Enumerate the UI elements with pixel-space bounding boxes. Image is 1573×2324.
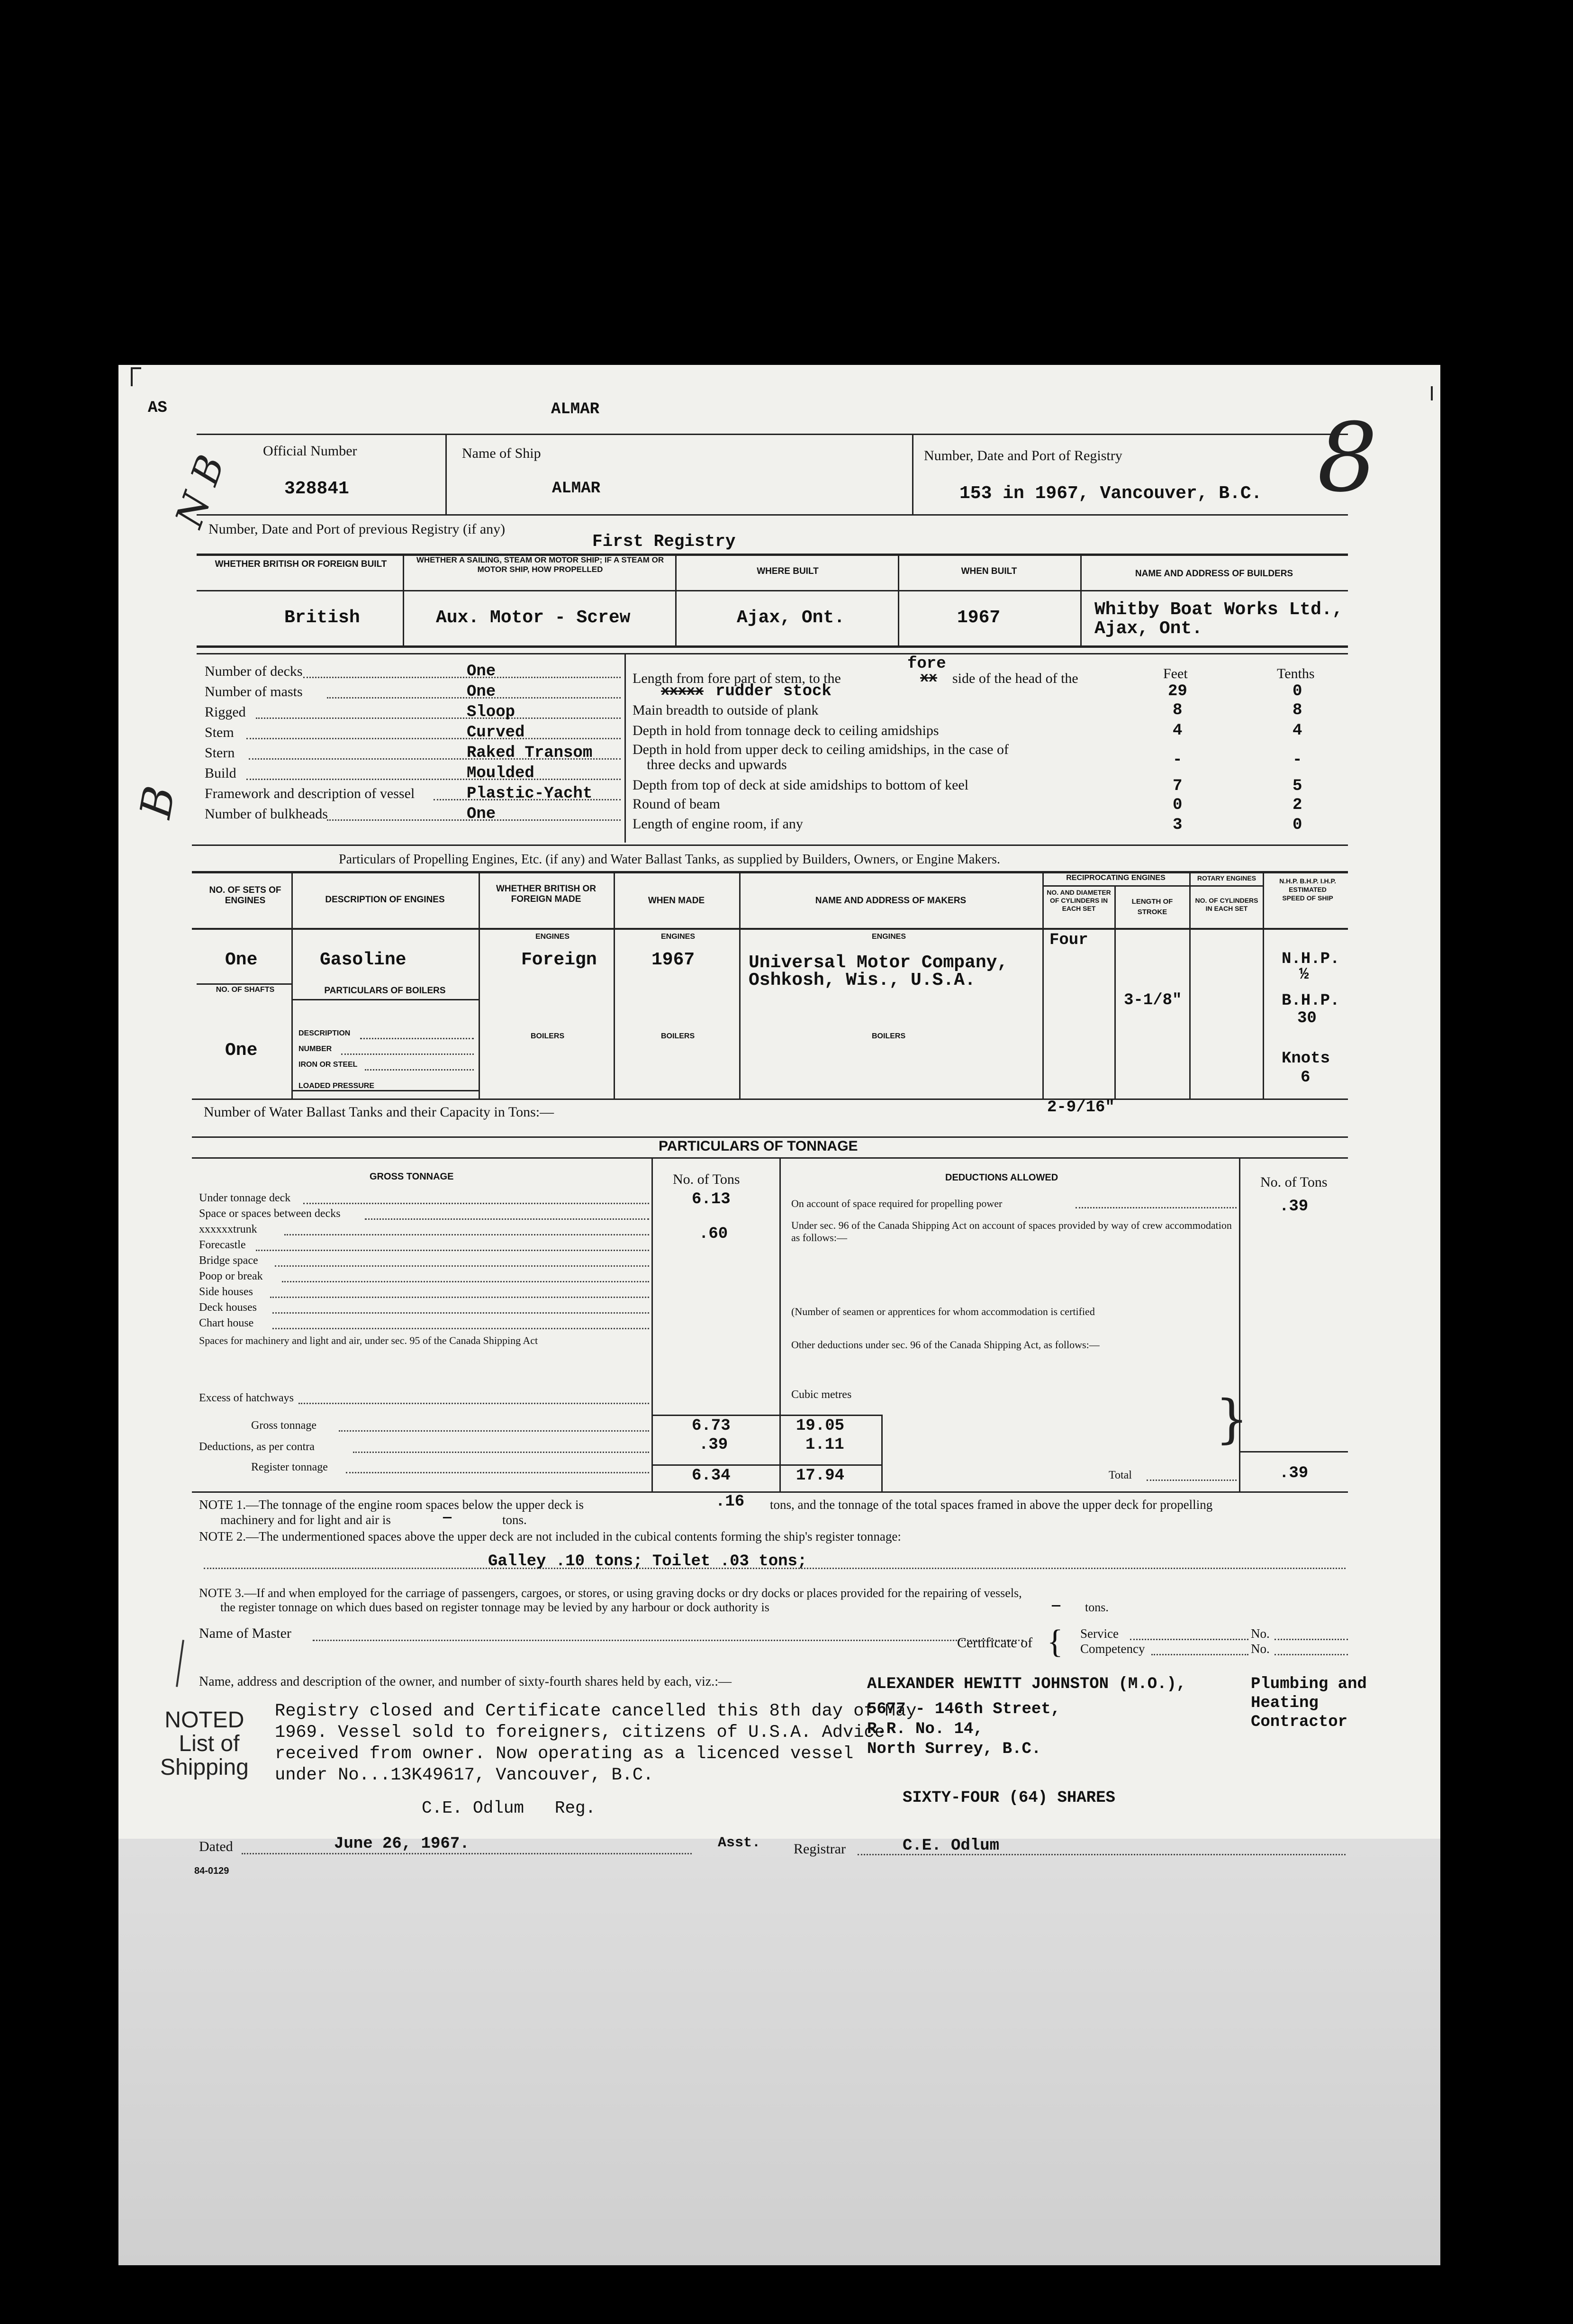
rule (445, 434, 447, 514)
asst-label: Asst. (718, 1835, 761, 1851)
deduction-seamen: (Number of seamen or apprentices for whom accommodation is certified (791, 1306, 1095, 1317)
leader (1130, 1639, 1248, 1640)
length-feet: 29 (1168, 682, 1187, 700)
closure-line1: Registry closed and Certificate cancelled this 8th day of May (275, 1701, 917, 1721)
maker-line1: Universal Motor Company, (749, 953, 1008, 973)
registry-label: Number, Date and Port of Registry (924, 448, 1122, 463)
rule (291, 999, 479, 1000)
leader (204, 1568, 1346, 1569)
rule (651, 1157, 653, 1491)
nhp-value: ½ (1299, 966, 1309, 984)
note1-b: tons, and the tonnage of the total spaces framed in above the upper deck for propelling (770, 1498, 1213, 1512)
header-builders: NAME AND ADDRESS OF BUILDERS (1135, 569, 1293, 579)
tonnage-row: Side houses (199, 1286, 253, 1298)
form-code: 84-0129 (194, 1866, 229, 1876)
decks-label: Number of decks (205, 663, 303, 679)
header-power: N.H.P. B.H.P. I.H.P. ESTIMATED SPEED OF SHIP (1279, 877, 1336, 902)
rule (197, 434, 1348, 435)
registrar-label: Registrar (794, 1841, 846, 1857)
leader (275, 1265, 649, 1267)
rule (192, 1157, 1348, 1159)
deductions-tons: .39 (699, 1436, 728, 1454)
deduction-crew: Under sec. 96 of the Canada Shipping Act on account of spaces provided by way of crew accommodation as follows:— (791, 1219, 1232, 1244)
tonnage-row: Forecastle (199, 1239, 246, 1251)
note2: NOTE 2.—The undermentioned spaces above the upper deck are not included in the cubical contents forming the ship's register tonnage: (199, 1529, 901, 1543)
sub-engines: ENGINES (661, 933, 696, 941)
decks-value: One (467, 663, 496, 681)
closure-line4: under No...13K49617, Vancouver, B.C. (275, 1765, 654, 1785)
rule (779, 1157, 781, 1491)
prev-registry-label: Number, Date and Port of previous Registry (if any) (208, 521, 506, 537)
rule (192, 1136, 1348, 1138)
rule (1263, 871, 1264, 1098)
header-when-made: WHEN MADE (648, 896, 705, 906)
header-description: DESCRIPTION OF ENGINES (325, 895, 445, 905)
rule (898, 554, 899, 645)
service-no: No. (1251, 1626, 1270, 1641)
built-british: British (284, 608, 360, 628)
gross-label: Gross tonnage (251, 1419, 316, 1432)
trunk-value: .60 (699, 1225, 728, 1243)
sub-boilers: BOILERS (872, 1032, 906, 1040)
owner-name: ALEXANDER HEWITT JOHNSTON (M.O.), (867, 1675, 1186, 1693)
stem-value: Curved (467, 724, 525, 742)
header-where: WHERE BUILT (757, 566, 819, 576)
header-boilers: PARTICULARS OF BOILERS (324, 986, 446, 996)
prev-registry-value: First Registry (592, 532, 736, 551)
certificate-label: Certificate of (957, 1635, 1033, 1651)
framework-label: Framework and description of vessel (205, 786, 415, 801)
closure-line3: received from owner. Now operating as a licenced vessel (275, 1744, 854, 1764)
propelled: Aux. Motor - Screw (436, 608, 631, 628)
service-label: Service (1080, 1626, 1119, 1641)
header-stroke: LENGTH OF STROKE (1131, 898, 1173, 916)
closure-line2: 1969. Vessel sold to foreigners, citizens of U.S.A. Advice (275, 1723, 885, 1743)
depth-keel-tenths: 5 (1293, 777, 1302, 795)
tonnage-title: PARTICULARS OF TONNAGE (659, 1138, 858, 1154)
rule (192, 1098, 1348, 1100)
rule (675, 554, 677, 645)
breadth-label: Main breadth to outside of plank (633, 702, 819, 718)
leader (282, 1281, 649, 1282)
header-british: WHETHER BRITISH OR FOREIGN BUILT (215, 559, 387, 569)
tonnage-row: Under tonnage deck (199, 1192, 291, 1204)
rule (1080, 554, 1082, 645)
date-value: June 26, 1967. (334, 1835, 470, 1853)
leader (1151, 1654, 1248, 1655)
register-tons: 6.34 (692, 1467, 731, 1485)
noted-stamp (160, 1708, 249, 1779)
cubic-label: Cubic metres (791, 1389, 852, 1401)
owner-occupation-1: Plumbing and (1251, 1675, 1367, 1693)
leader (360, 1038, 474, 1039)
leader (1275, 1654, 1348, 1655)
registry-value: 153 in 1967, Vancouver, B.C. (959, 483, 1262, 504)
built-where: Ajax, Ont. (737, 608, 845, 628)
total-label: Total (1109, 1469, 1132, 1481)
knots-label: Knots (1282, 1050, 1330, 1068)
fore-word: fore (907, 655, 946, 673)
built-when: 1967 (957, 608, 1001, 628)
stern-value: Raked Transom (467, 744, 593, 762)
breadth-feet: 8 (1173, 701, 1183, 719)
note1-value2: — (443, 1510, 452, 1526)
crop-mark (131, 367, 141, 369)
registrar-value: C.E. Odlum (903, 1837, 1000, 1855)
page-mark: 8 (1317, 403, 1378, 513)
bhp-label: B.H.P. (1282, 992, 1340, 1010)
leader (256, 1250, 649, 1251)
tons-header-2: No. of Tons (1260, 1174, 1328, 1190)
engine-room-label: Length of engine room, if any (633, 816, 803, 832)
owner-label: Name, address and description of the owner, and number of sixty-fourth shares held by each, viz.:— (199, 1674, 732, 1689)
cylinders-value: Four (1049, 931, 1088, 949)
rule (651, 1464, 881, 1466)
stamp-line3: Shipping (160, 1755, 249, 1780)
engine-sets: One (225, 950, 258, 970)
boiler-number: NUMBER (298, 1045, 332, 1053)
stem-label: Stem (205, 725, 234, 740)
depth-hold-tenths: 4 (1293, 722, 1302, 740)
note2-value: Galley .10 tons; Toilet .03 tons; (488, 1552, 807, 1571)
owner-occupation-2: Heating (1251, 1694, 1319, 1712)
tonnage-row: Poop or break (199, 1270, 263, 1282)
header-sailing: WHETHER A SAILING, STEAM OR MOTOR SHIP; IF A STEAM OR MOTOR SHIP, HOW PROPELLED (416, 555, 664, 574)
master-label: Name of Master (199, 1625, 291, 1641)
depth-upper-tenths: - (1293, 751, 1302, 769)
header-shafts: NO. OF SHAFTS (216, 986, 275, 994)
round-beam-feet: 0 (1173, 796, 1183, 814)
tonnage-row: Deck houses (199, 1301, 257, 1314)
leader (303, 677, 621, 678)
official-number-label: Official Number (263, 443, 357, 459)
note3-value: — (1052, 1598, 1061, 1614)
leader (270, 1297, 649, 1298)
rule (197, 554, 1348, 556)
note3-a: NOTE 3.—If and when employed for the carriage of passengers, cargoes, or stores, or using graving docks or dry docks or places provided for the repairing of vessels, (199, 1586, 1022, 1600)
crop-mark (1431, 386, 1433, 400)
dated-label: Dated (199, 1839, 233, 1854)
ballast-label: Number of Water Ballast Tanks and their Capacity in Tons:— (204, 1104, 554, 1120)
struck-word: xxxxx (661, 683, 704, 699)
knots-value: 6 (1301, 1069, 1311, 1087)
stroke-value: 3-1/8" (1124, 991, 1182, 1009)
leader (341, 1053, 474, 1055)
build-label: Build (205, 765, 236, 781)
deduction-power-value: .39 (1279, 1198, 1309, 1216)
brace-small: { (1047, 1624, 1063, 1660)
shafts-value: One (225, 1040, 258, 1061)
tonnage-row: Bridge space (199, 1254, 258, 1267)
official-number: 328841 (284, 479, 349, 499)
side-mark: B (130, 782, 185, 822)
leader (256, 717, 621, 719)
rule (739, 871, 741, 1098)
engine-made: Foreign (521, 950, 597, 970)
note3-c: tons. (1085, 1600, 1109, 1614)
owner-address-3: North Surrey, B.C. (867, 1740, 1041, 1758)
rule (197, 645, 1348, 648)
rule (1239, 1451, 1348, 1452)
rule (197, 590, 1348, 591)
builder-line2: Ajax, Ont. (1094, 618, 1203, 639)
deductions-header: DEDUCTIONS ALLOWED (945, 1172, 1058, 1183)
framework-value: Plastic-Yacht (467, 785, 593, 803)
rule (624, 653, 626, 843)
sub-engines: ENGINES (535, 933, 570, 941)
rule (403, 554, 404, 645)
scan-background (118, 1839, 1440, 2265)
tonnage-row: Excess of hatchways (199, 1392, 294, 1404)
leader (346, 1472, 649, 1473)
tonnage-row: Chart house (199, 1317, 254, 1329)
rule (1042, 885, 1263, 887)
header-sets: NO. OF SETS OF ENGINES (209, 885, 281, 906)
leader (365, 1218, 649, 1220)
leader (303, 1203, 649, 1204)
masts-value: One (467, 683, 496, 701)
ship-title: ALMAR (551, 400, 600, 418)
rule (651, 1415, 881, 1416)
gross-header: GROSS TONNAGE (370, 1171, 454, 1182)
builder-line1: Whitby Boat Works Ltd., (1094, 599, 1343, 620)
depth-upper-feet: - (1173, 751, 1183, 769)
note1-a: NOTE 1.—The tonnage of the engine room spaces below the upper deck is (199, 1498, 584, 1512)
bulkheads-value: One (467, 805, 496, 823)
owner-occupation-3: Contractor (1251, 1713, 1348, 1731)
nhp-label: N.H.P. (1282, 950, 1340, 968)
owner-address-1: 5677 - 146th Street, (867, 1700, 1061, 1718)
rule (197, 983, 291, 985)
tons-header: No. of Tons (673, 1171, 740, 1187)
leader (1076, 1207, 1237, 1208)
leader (298, 1403, 649, 1404)
margin-note: N B (167, 449, 234, 533)
rule (881, 1415, 883, 1491)
rule (291, 871, 293, 1098)
gross-tons: 6.73 (692, 1417, 731, 1435)
sub-boilers: BOILERS (661, 1032, 695, 1040)
length-tenths: 0 (1293, 682, 1302, 700)
leader (246, 738, 621, 739)
ship-name-label: Name of Ship (462, 445, 541, 461)
stamp-line1: NOTED (164, 1707, 244, 1733)
rule (192, 928, 1348, 930)
gross-cubic: 19.05 (796, 1417, 845, 1435)
leader (272, 1328, 649, 1329)
tonnage-row: Spaces for machinery and light and air, under sec. 95 of the Canada Shipping Act (199, 1334, 538, 1346)
depth-upper-label-2: three decks and upwards (647, 757, 787, 772)
breadth-tenths: 8 (1293, 701, 1302, 719)
rule (197, 514, 1348, 516)
deductions-label: Deductions, as per contra (199, 1441, 315, 1453)
engine-description: Gasoline (320, 950, 407, 970)
rule (197, 653, 1348, 654)
note1-d: tons. (502, 1513, 527, 1527)
rule (1114, 885, 1116, 1098)
leader (284, 1234, 649, 1235)
deductions-cubic: 1.11 (805, 1436, 844, 1454)
sub-engines: ENGINES (872, 933, 906, 941)
build-value: Moulded (467, 764, 534, 782)
register-label: Register tonnage (251, 1461, 328, 1473)
diameter-value: 2-9/16" (1047, 1098, 1115, 1117)
depth-keel-label: Depth from top of deck at side amidships to bottom of keel (633, 777, 969, 793)
competency-label: Competency (1080, 1642, 1145, 1656)
tonnage-row: Space or spaces between decks (199, 1207, 341, 1220)
rule (192, 1491, 1348, 1493)
engine-room-feet: 3 (1173, 816, 1183, 834)
rule (1189, 871, 1191, 1098)
rigged-label: Rigged (205, 704, 246, 720)
rule (614, 871, 615, 1098)
round-beam-label: Round of beam (633, 796, 720, 812)
leader (365, 1069, 474, 1071)
register-sheet (118, 365, 1440, 1839)
header-made: WHETHER BRITISH OR FOREIGN MADE (496, 884, 597, 904)
tonnage-row: xxxxxxtrunk (199, 1223, 257, 1235)
note1-value: .16 (715, 1493, 745, 1511)
depth-hold-feet: 4 (1173, 722, 1183, 740)
ship-name: ALMAR (552, 480, 601, 498)
header-reciprocating: RECIPROCATING ENGINES (1066, 874, 1166, 882)
header-rotary: ROTARY ENGINES (1197, 874, 1257, 882)
x-mark: xx (920, 670, 938, 686)
rule (912, 434, 913, 514)
round-beam-tenths: 2 (1293, 796, 1302, 814)
rule (479, 871, 480, 1098)
sub-boilers: BOILERS (531, 1032, 565, 1040)
engines-section-title: Particulars of Propelling Engines, Etc. (if any) and Water Ballast Tanks, as supplied by Builders, Owners, or Engine Makers. (339, 852, 1001, 867)
stern-label: Stern (205, 745, 235, 761)
leader (1275, 1639, 1348, 1640)
bhp-value: 30 (1297, 1009, 1317, 1027)
masts-label: Number of masts (205, 684, 303, 699)
bulkheads-label: Number of bulkheads (205, 806, 328, 822)
stamp-line2: List of (179, 1731, 240, 1756)
depth-hold-label: Depth in hold from tonnage deck to ceiling amidships (633, 723, 939, 738)
tenths-label: Tenths (1277, 666, 1315, 681)
leader (313, 1640, 1023, 1641)
boiler-pressure: LOADED PRESSURE (298, 1082, 375, 1090)
header-makers: NAME AND ADDRESS OF MAKERS (815, 896, 967, 906)
note3-b: the register tonnage on which dues based on register tonnage may be levied by any harbour or dock authority is (220, 1600, 769, 1614)
depth-upper-label: Depth in hold from upper deck to ceiling amidships, in the case of (633, 742, 1009, 757)
under-tonnage-value: 6.13 (692, 1190, 731, 1208)
boiler-description: DESCRIPTION (298, 1029, 351, 1037)
crop-mark (131, 367, 133, 386)
depth-keel-feet: 7 (1173, 777, 1183, 795)
owner-address-2: R.R. No. 14, (867, 1720, 983, 1738)
closure-signed: C.E. Odlum Reg. (422, 1798, 596, 1818)
feet-label: Feet (1163, 666, 1188, 681)
rigged-value: Sloop (467, 703, 515, 721)
owner-shares: SIXTY-FOUR (64) SHARES (903, 1789, 1115, 1807)
header-rotary-cylinders: NO. OF CYLINDERS IN EACH SET (1195, 897, 1258, 912)
note1-c: machinery and for light and air is (220, 1513, 391, 1527)
leader (339, 1430, 649, 1432)
length-label: Length from fore part of stem, to the (633, 671, 841, 686)
rule (192, 844, 1348, 846)
brace: } (1215, 1389, 1248, 1449)
boiler-material: IRON OR STEEL (298, 1061, 358, 1069)
rudder-stock: rudder stock (715, 682, 832, 700)
engine-room-tenths: 0 (1293, 816, 1302, 834)
length-label-2: side of the head of the (952, 671, 1078, 686)
header-when: WHEN BUILT (961, 566, 1017, 576)
register-cubic: 17.94 (796, 1467, 845, 1485)
leader (242, 1853, 692, 1854)
maker-line2: Oshkosh, Wis., U.S.A. (749, 970, 976, 990)
total-value: .39 (1279, 1464, 1309, 1482)
deduction-power: On account of space required for propelling power (791, 1198, 1003, 1209)
leader (246, 779, 621, 780)
corner-code: AS (148, 399, 167, 417)
competency-no: No. (1251, 1642, 1270, 1656)
leader (1147, 1480, 1237, 1481)
leader (272, 1312, 649, 1314)
deduction-other: Other deductions under sec. 96 of the Canada Shipping Act, as follows:— (791, 1339, 1100, 1351)
header-cylinders: NO. AND DIAMETER OF CYLINDERS IN EACH SET (1047, 889, 1111, 912)
leader (353, 1452, 649, 1453)
engine-year: 1967 (651, 950, 695, 970)
